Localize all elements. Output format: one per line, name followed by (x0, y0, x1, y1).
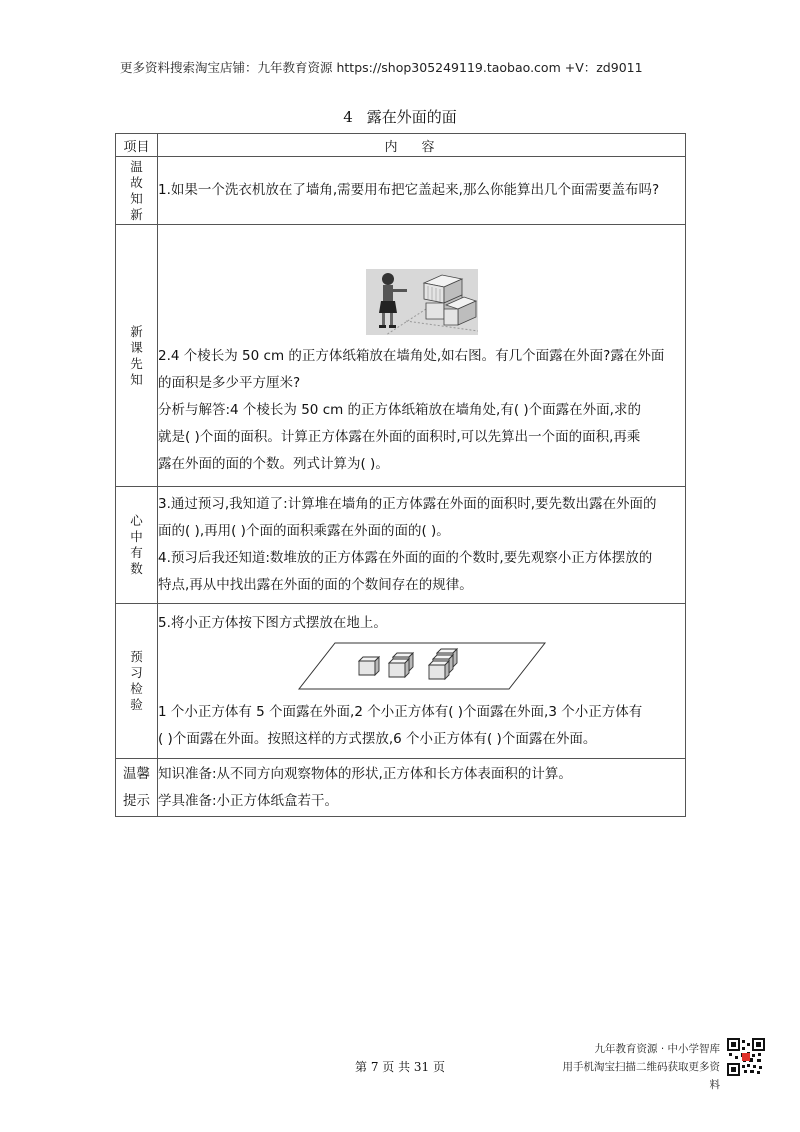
row-label (116, 487, 158, 604)
header-content-cell: 内容 (158, 134, 686, 157)
question-1: 1.如果一个洗衣机放在了墙角,需要用布把它盖起来,那么你能算出几个面需要盖布吗? (158, 182, 660, 198)
lesson-title (0, 106, 800, 127)
analysis-line-2: 就是( )个面的面积。计算正方体露在外面的面积时,可以先算出一个面的面积,再乘 (158, 428, 641, 445)
row-label-text: 新课先知 (130, 323, 143, 387)
row-label (116, 157, 158, 225)
question-2-line-2: 的面积是多少平方厘米? (158, 374, 301, 391)
row-content (158, 759, 686, 817)
lesson-number: 4 (343, 108, 353, 126)
row-label (116, 759, 158, 817)
brand-line-2: 用手机淘宝扫描二维码获取更多资料 (562, 1061, 720, 1091)
boxes-in-corner-figure (158, 234, 685, 343)
row-label-bottom: 提示 (123, 792, 150, 809)
point-3-line-2: 面的( ),再用( )个面的面积乘露在外面的面的( )。 (158, 523, 450, 539)
table-row (116, 604, 686, 759)
cubes-arrangement-illustration (297, 641, 547, 691)
question-5-line-1: 1 个小正方体有 5 个面露在外面,2 个小正方体有( )个面露在外面,3 个小正方体有 (158, 703, 643, 720)
table-row (116, 157, 686, 225)
row-label-text: 心中有数 (130, 513, 143, 576)
row-label-text: 温故知新 (130, 158, 143, 222)
row-content (158, 487, 686, 604)
header-info: 更多资料搜索淘宝店铺：九年教育资源 https://shop305249119.taobao.com +V：zd9011 (120, 60, 643, 75)
girl-with-boxes-illustration (366, 269, 478, 335)
point-4-line-2: 特点,再从中找出露在外面的面的个数间存在的规律。 (158, 577, 473, 593)
brand-line-1: 九年教育资源 · 中小学智库 (594, 1043, 720, 1055)
question-5-line-2: ( )个面露在外面。按照这样的方式摆放,6 个小正方体有( )个面露在外面。 (158, 730, 597, 747)
table-row (116, 487, 686, 604)
point-4-line-1: 4.预习后我还知道:数堆放的正方体露在外面的面的个数时,要先观察小正方体摆放的 (158, 550, 653, 566)
question-5-intro: 5.将小正方体按下图方式摆放在地上。 (158, 614, 387, 631)
tool-prep: 学具准备:小正方体纸盒若干。 (158, 792, 339, 809)
table-row (116, 759, 686, 817)
table-header-row (116, 134, 686, 157)
header-label-cell: 项目 (116, 134, 158, 157)
row-content (158, 225, 686, 487)
row-label-text: 预习检验 (130, 649, 143, 712)
point-3-line-1: 3.通过预习,我知道了:计算堆在墙角的正方体露在外面的面积时,要先数出露在外面的 (158, 496, 657, 512)
row-content (158, 604, 686, 759)
question-2-line-1: 2.4 个棱长为 50 cm 的正方体纸箱放在墙角处,如右图。有几个面露在外面?露在外面 (158, 347, 665, 364)
cubes-on-floor-figure (158, 637, 685, 699)
preview-sheet-table (115, 133, 686, 817)
analysis-line-3: 露在外面的面的个数。列式计算为( )。 (158, 455, 389, 472)
analysis-line-1: 分析与解答:4 个棱长为 50 cm 的正方体纸箱放在墙角处,有( )个面露在外面,求的 (158, 401, 641, 418)
knowledge-prep: 知识准备:从不同方向观察物体的形状,正方体和长方体表面积的计算。 (158, 765, 572, 782)
row-label (116, 225, 158, 487)
table-row (116, 225, 686, 487)
row-content (158, 157, 686, 225)
lesson-title-text: 露在外面的面 (366, 108, 457, 126)
row-label (116, 604, 158, 759)
page-number: 第 7 页 共 31 页 (355, 1060, 445, 1074)
row-label-top: 温馨 (123, 765, 150, 782)
